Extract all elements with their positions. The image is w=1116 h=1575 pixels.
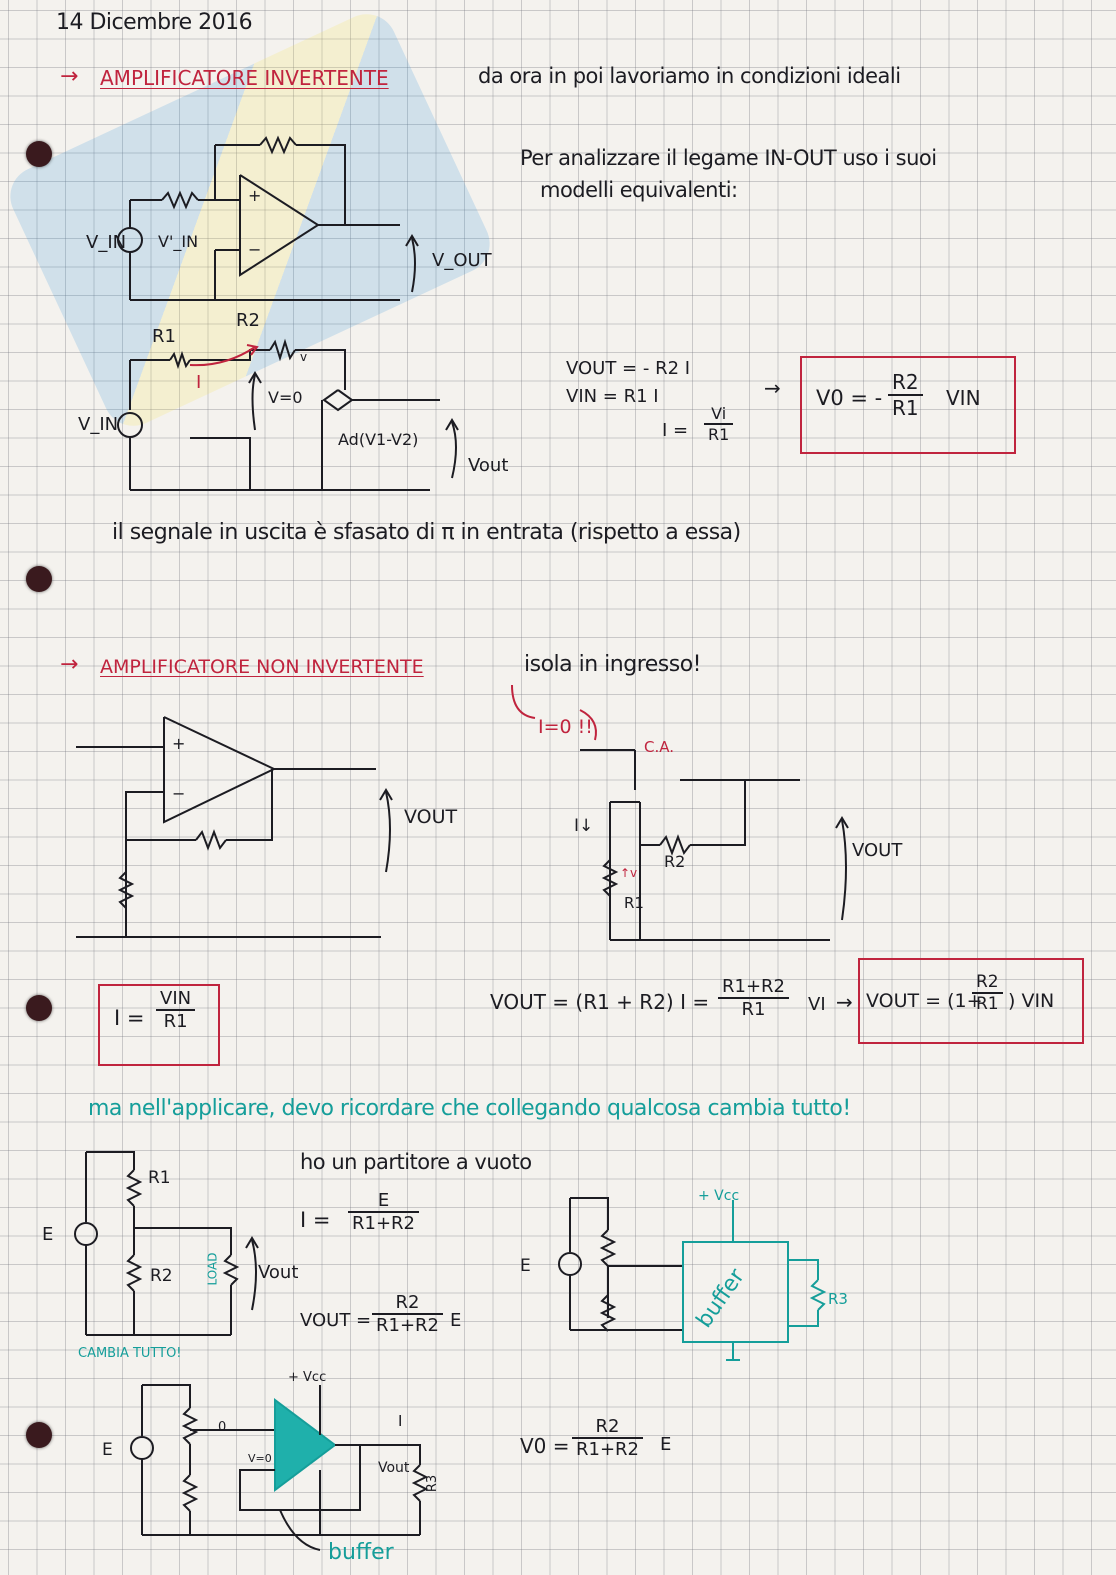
ni-eq-den: R1 [741,999,766,1020]
divider-note: ho un partitore a vuoto [300,1150,532,1174]
non-inverting-amplifier-circuit [76,712,396,942]
op-vout-label: Vout [378,1460,410,1476]
ni-r2-label: R2 [664,852,686,871]
div-eq-v-left: VOUT = [300,1310,372,1331]
div-r1-label: R1 [148,1168,171,1188]
minus-sign: − [248,240,262,259]
ni-plus-sign: + [172,734,186,753]
ni-vout2-label: VOUT [852,840,903,861]
ni-res-fraction [972,972,1003,1014]
vout2-label: Vout [468,455,509,476]
date: 14 Dicembre 2016 [56,10,253,35]
eq-i-num: Vi [704,404,733,425]
i-label: I [196,372,202,393]
op-r3-label: R3 [425,1474,441,1493]
section1-arrow: → [60,64,79,89]
op-vcc-label: + Vcc [288,1370,327,1385]
ca-label: C.A. [644,738,675,756]
eq-i-fraction [704,404,733,444]
ad-label: Ad(V1-V2) [338,430,419,449]
phase-note: il segnale in uscita è sfasato di π in entrata (rispetto a essa) [112,520,741,545]
ni-eq-vi: VI [808,994,826,1015]
op-v0-label: V=0 [248,1452,272,1465]
vin2-label: V_IN [78,414,119,435]
r1-label: R1 [152,326,176,347]
ni-res-left: VOUT = (1+ [866,990,983,1012]
ni-res-num: R2 [972,972,1003,994]
plus-sign: + [248,186,262,205]
op-zero-label: 0 [218,1420,227,1435]
section2-arrow: → [60,652,79,677]
cambia-label: CAMBIA TUTTO! [78,1346,182,1361]
binder-hole [26,141,52,167]
buffer-block-circuit [548,1190,868,1390]
binder-hole [26,995,52,1021]
ni-res-right: ) VIN [1008,990,1055,1012]
ni-i-label: I↓ [574,816,594,836]
binder-hole [26,1422,52,1448]
eq-i-den: R1 [708,425,730,444]
eq-vin: VIN = R1 I [566,386,659,407]
result-right: VIN [946,386,981,410]
buf-eq-left: V0 = [520,1434,570,1458]
section1-title: AMPLIFICATORE INVERTENTE [100,66,389,90]
div-eq-v-num: R2 [372,1292,443,1315]
equivalent-model-circuit [100,320,520,500]
model-text-line2: modelli equivalenti: [540,178,738,202]
i-box-num: VIN [156,988,195,1011]
div-r2-label: R2 [150,1266,173,1286]
div-eq-v-den: R1+R2 [376,1315,439,1336]
inverting-amplifier-circuit [100,120,560,300]
div-eq-i-num: E [348,1190,419,1213]
div-eq-v-right: E [450,1310,462,1331]
vin-prime-label: V'_IN [158,232,199,251]
div-eq-i-den: R1+R2 [352,1213,415,1234]
div-eq-i-left: I = [300,1208,331,1232]
buf-eq-den: R1+R2 [576,1439,639,1460]
result-num: R2 [888,370,923,396]
section2-title: AMPLIFICATORE NON INVERTENTE [100,656,424,678]
section2-note: isola in ingresso! [524,652,701,677]
result-left: V0 = - [816,386,883,410]
buf-e-label: E [520,1256,531,1276]
buf-eq-num: R2 [572,1416,643,1439]
result-den: R1 [892,396,919,420]
buf-r3-label: R3 [828,1290,848,1308]
binder-hole [26,566,52,592]
ni-eq-arrow: → [836,990,853,1014]
result-arrow: → [764,376,781,400]
current-arrow [185,335,265,375]
op-e-label: E [102,1440,113,1460]
i-box-left: I = [114,1006,145,1030]
v0-label: V=0 [268,388,303,407]
i0-label: I=0 !! [538,716,593,738]
ni-vout-label: VOUT [404,806,458,828]
warning-note: ma nell'applicare, devo ricordare che collegando qualcosa cambia tutto! [88,1096,851,1121]
ni-r1-label: R1 [624,894,644,912]
div-e-label: E [42,1224,54,1245]
ni-minus-sign: − [172,784,186,803]
ni-iv-label: ↑v [620,866,638,880]
buf-vcc-label: + Vcc [698,1188,740,1204]
section1-note: da ora in poi lavoriamo in condizioni ideali [478,64,901,88]
ni-eq-num: R1+R2 [718,976,789,999]
div-eq-v-fraction [372,1292,443,1336]
v-small-label: v [300,350,308,364]
ni-res-den: R1 [976,994,999,1014]
div-eq-i-fraction [348,1190,419,1234]
div-vout-label: Vout [258,1262,299,1283]
load-label: LOAD [205,1252,220,1286]
eq-vout: VOUT = - R2 I [566,358,691,379]
i-box-den: R1 [163,1011,188,1032]
i-box-fraction [156,988,195,1032]
vin-label: V_IN [86,232,127,253]
result-fraction [888,370,923,420]
op-i-label: I [398,1412,403,1430]
r2-label: R2 [236,310,260,331]
buf-eq-right: E [660,1434,672,1455]
ni-eq-left: VOUT = (R1 + R2) I = [490,990,710,1014]
voltage-divider-circuit [76,1150,276,1350]
eq-i-left: I = [662,420,689,441]
ni-eq-fraction [718,976,789,1020]
model-text-line1: Per analizzare il legame IN-OUT uso i suoi [520,146,937,170]
buf-eq-fraction [572,1416,643,1460]
buffer-label: buffer [691,1264,750,1333]
vout-label: V_OUT [432,250,492,271]
op-buffer-label: buffer [328,1540,394,1565]
